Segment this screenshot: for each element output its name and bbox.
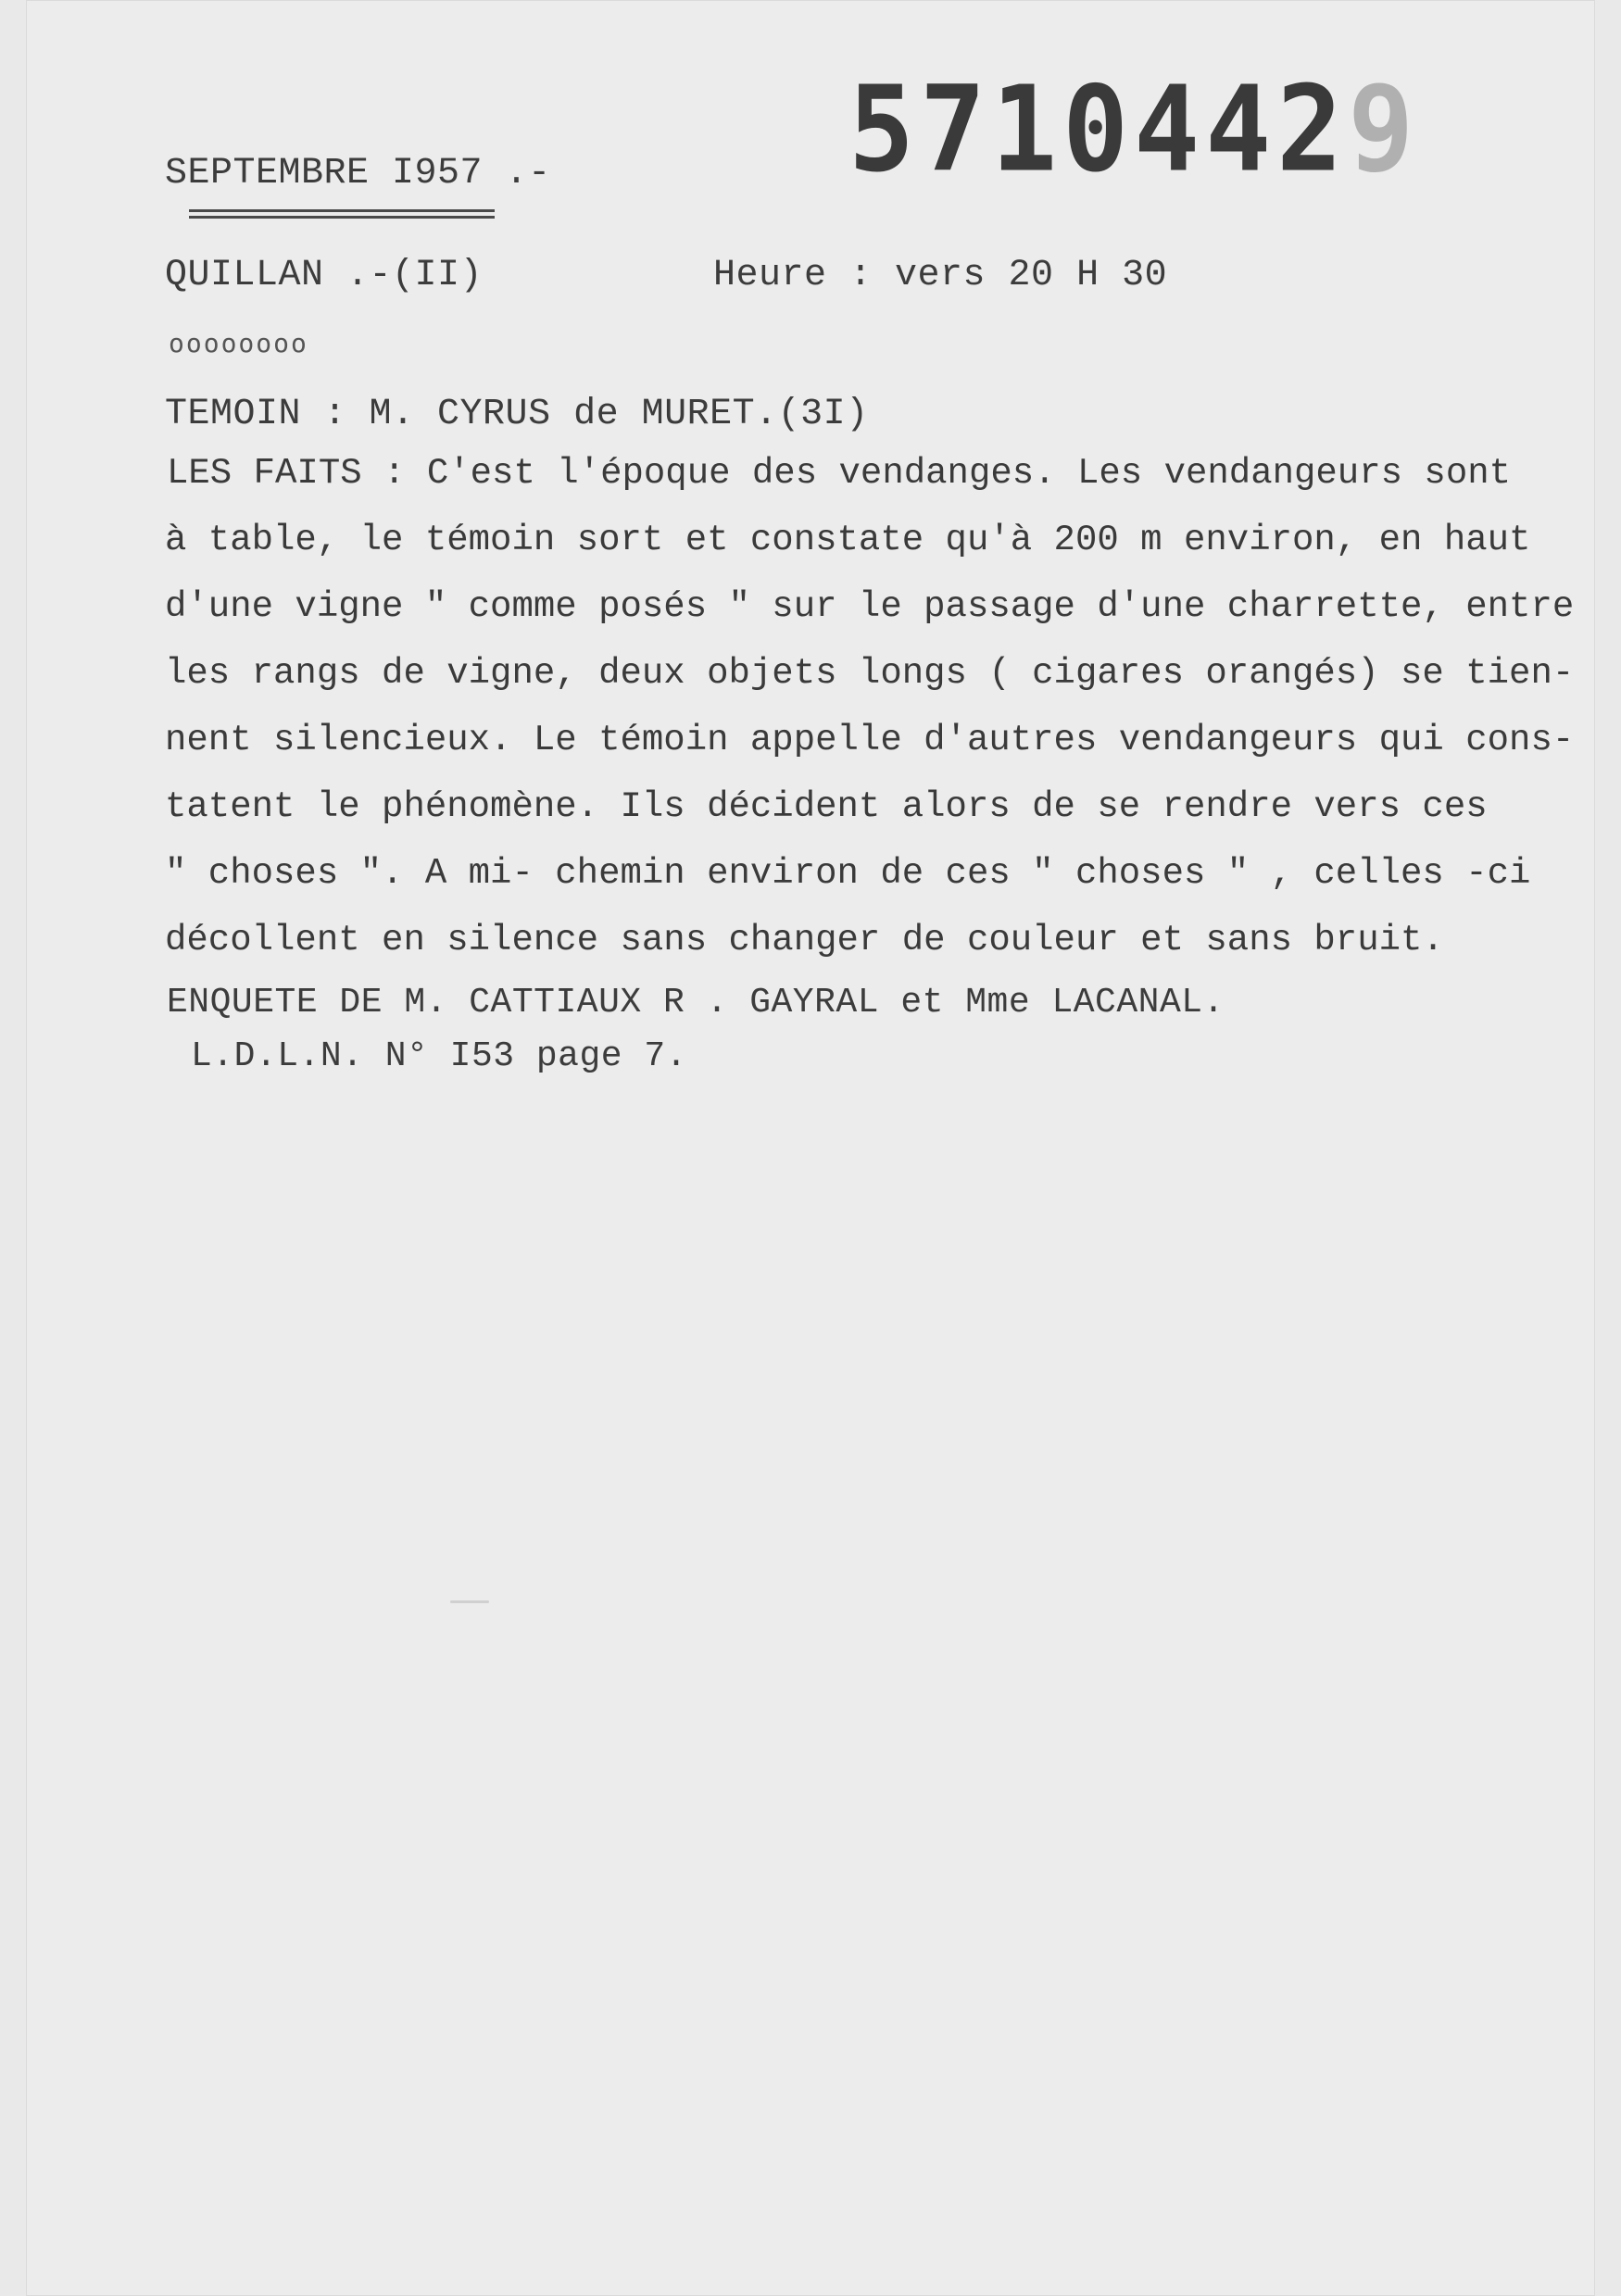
facts-line: à table, le témoin sort et constate qu'à 200 m environ, en haut — [165, 520, 1531, 560]
facts-line: nent silencieux. Le témoin appelle d'autres vendangeurs qui cons- — [165, 720, 1575, 760]
facts-line: " choses ". A mi- chemin environ de ces " choses " , celles -ci — [165, 853, 1531, 894]
inquiry-line: ENQUETE DE M. CATTIAUX R . GAYRAL et Mme LACANAL. — [167, 983, 1225, 1023]
location-line: QUILLAN .-(II) — [165, 255, 484, 296]
paper-mark — [450, 1600, 489, 1603]
witness-line: TEMOIN : M. CYRUS de MURET.(3I) — [165, 394, 869, 435]
reference-number-stamp — [848, 59, 1420, 198]
facts-line: tatent le phénomène. Ils décident alors de se rendre vers ces — [165, 786, 1488, 827]
source-reference: L.D.L.N. N° I53 page 7. — [191, 1036, 687, 1076]
facts-line: les rangs de vigne, deux objets longs ( cigares orangés) se tien- — [165, 653, 1575, 694]
facts-line: LES FAITS : C'est l'époque des vendanges. Les vendangeurs sont — [167, 453, 1512, 494]
reference-number-faint-digit: 9 — [1348, 59, 1420, 198]
facts-line: décollent en silence sans changer de couleur et sans bruit. — [165, 920, 1444, 960]
time-line: Heure : vers 20 H 30 — [713, 255, 1168, 296]
date-underline — [189, 209, 495, 219]
reference-number-main: 5710442 — [848, 59, 1349, 198]
document-page — [26, 0, 1595, 2296]
date-line: SEPTEMBRE I957 .- — [165, 153, 551, 194]
facts-line: d'une vigne " comme posés " sur le passage d'une charrette, entre — [165, 586, 1575, 627]
separator-circles: oooooooo — [169, 328, 308, 358]
